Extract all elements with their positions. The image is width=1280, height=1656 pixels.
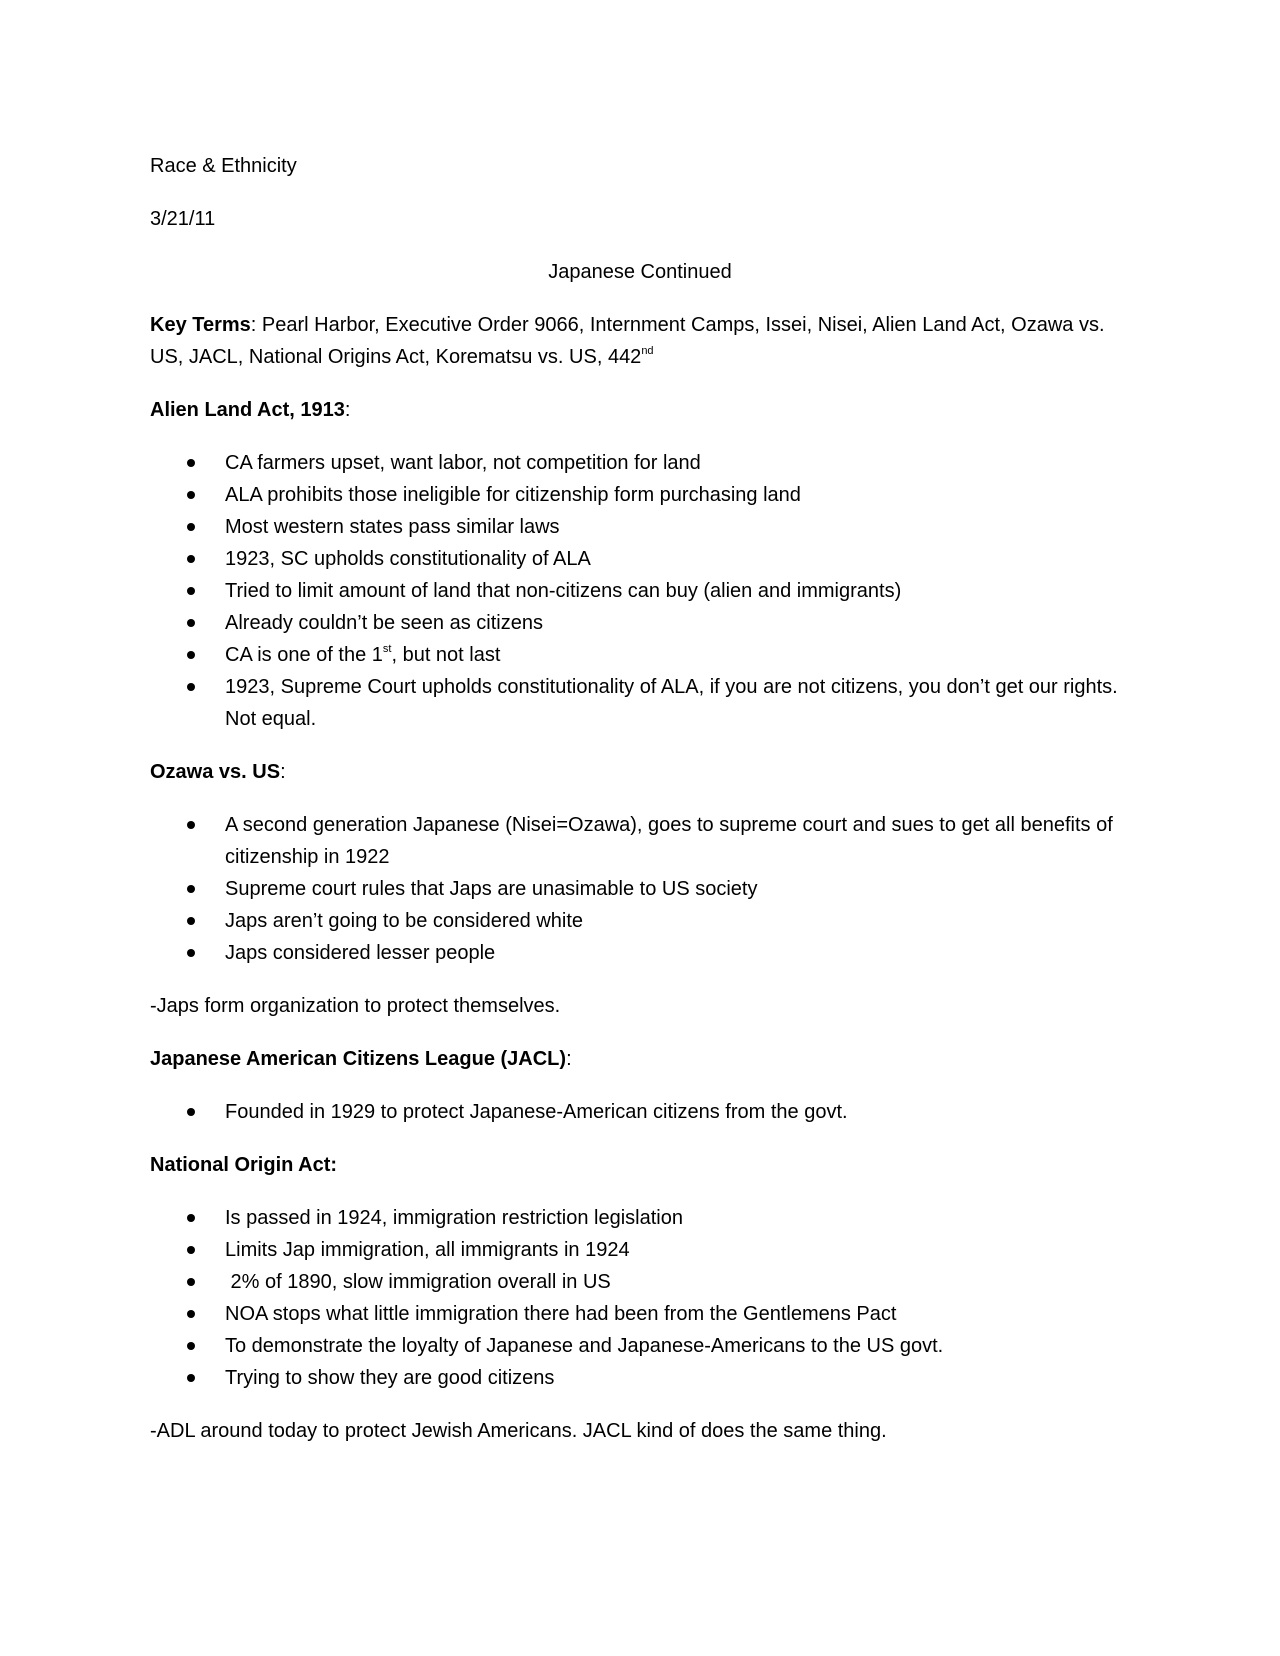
bullet-icon [187,1342,195,1350]
list-item-text: Founded in 1929 to protect Japanese-American citizens from the govt. [225,1101,848,1123]
bullet-icon [187,651,195,659]
key-terms-paragraph [150,309,1130,373]
ozawa-list [150,809,1130,969]
alien-land-act-colon: : [344,399,351,421]
list-item-text: ALA prohibits those ineligible for citizenship form purchasing land [225,484,801,506]
list-item-text: Japs considered lesser people [225,942,496,964]
list-item-text: Japs aren’t going to be considered white [225,910,584,932]
list-item-text: Is passed in 1924, immigration restriction legislation [225,1207,683,1229]
list-item [150,1266,1130,1298]
note-organization: -Japs form organization to protect themselves. [150,995,561,1017]
list-item-text: A second generation Japanese (Nisei=Ozawa), goes to supreme court and sues to get all benefits of citizenship in 1922 [225,814,1113,868]
bullet-icon [187,587,195,595]
list-item [150,809,1130,873]
jacl-heading: Japanese American Citizens League (JACL) [150,1048,567,1070]
list-item-text: CA farmers upset, want labor, not competition for land [225,452,701,474]
bullet-icon [187,1310,195,1318]
list-item [150,1096,1130,1128]
bullet-icon [187,683,195,691]
list-item-text-post: , but not last [391,644,501,666]
bullet-icon [187,885,195,893]
note-adl: -ADL around today to protect Jewish Americans. JACL kind of does the same thing. [150,1420,887,1442]
alien-land-act-heading-line [150,394,1130,426]
list-item-text: To demonstrate the loyalty of Japanese and Japanese-Americans to the US govt. [225,1335,944,1357]
list-item-text: 1923, Supreme Court upholds constitutionality of ALA, if you are not citizens, you don’t get our rights. Not equal. [225,676,1118,730]
bullet-icon [187,1214,195,1222]
list-item [150,1234,1130,1266]
bullet-icon [187,821,195,829]
ozawa-heading: Ozawa vs. US [150,761,281,783]
bullet-icon [187,1374,195,1382]
list-item [150,1362,1130,1394]
noa-list [150,1202,1130,1394]
bullet-icon [187,1278,195,1286]
list-item [150,1330,1130,1362]
list-item-text: 2% of 1890, slow immigration overall in US [225,1271,611,1293]
jacl-heading-line [150,1043,1130,1075]
list-item-text: Most western states pass similar laws [225,516,560,538]
alien-land-act-heading: Alien Land Act, 1913 [150,399,345,421]
list-item-text: NOA stops what little immigration there had been from the Gentlemens Pact [225,1303,897,1325]
bullet-icon [187,1246,195,1254]
noa-heading-line [150,1149,1130,1181]
list-item-text: Supreme court rules that Japs are unasimable to US society [225,878,758,900]
list-item-text: Already couldn’t be seen as citizens [225,612,543,634]
jacl-colon: : [566,1048,572,1070]
list-item [150,607,1130,639]
list-item [150,639,1130,671]
ozawa-colon: : [280,761,286,783]
noa-heading: National Origin Act: [150,1154,338,1176]
bullet-icon [187,491,195,499]
alien-land-act-list [150,447,1130,735]
document-body [150,150,1130,1468]
list-item [150,1298,1130,1330]
key-terms-sup: nd [641,345,654,357]
list-item [150,575,1130,607]
list-item [150,905,1130,937]
key-terms-text: : Pearl Harbor, Executive Order 9066, Internment Camps, Issei, Nisei, Alien Land Act, Ozawa vs. US, JACL, National Origins Act, Korematsu vs. US, 442 [150,314,1105,368]
list-item [150,543,1130,575]
note-date: 3/21/11 [150,208,216,230]
list-item [150,1202,1130,1234]
jacl-list [150,1096,1130,1128]
bullet-icon [187,619,195,627]
page-title: Japanese Continued [548,261,732,283]
list-item-text: 1923, SC upholds constitutionality of ALA [225,548,591,570]
list-item-text-pre: CA is one of the 1 [225,644,383,666]
list-item-text: Limits Jap immigration, all immigrants in 1924 [225,1239,630,1261]
list-item-text: Trying to show they are good citizens [225,1367,555,1389]
course-name: Race & Ethnicity [150,155,297,177]
list-item [150,447,1130,479]
list-item [150,937,1130,969]
bullet-icon [187,917,195,925]
bullet-icon [187,459,195,467]
bullet-icon [187,949,195,957]
bullet-icon [187,555,195,563]
list-item [150,511,1130,543]
bullet-icon [187,1108,195,1116]
list-item [150,671,1130,735]
ozawa-heading-line [150,756,1130,788]
list-item [150,479,1130,511]
list-item-text: Tried to limit amount of land that non-citizens can buy (alien and immigrants) [225,580,902,602]
key-terms-label: Key Terms [150,314,251,336]
bullet-icon [187,523,195,531]
list-item [150,873,1130,905]
list-item-sup: st [382,643,392,655]
